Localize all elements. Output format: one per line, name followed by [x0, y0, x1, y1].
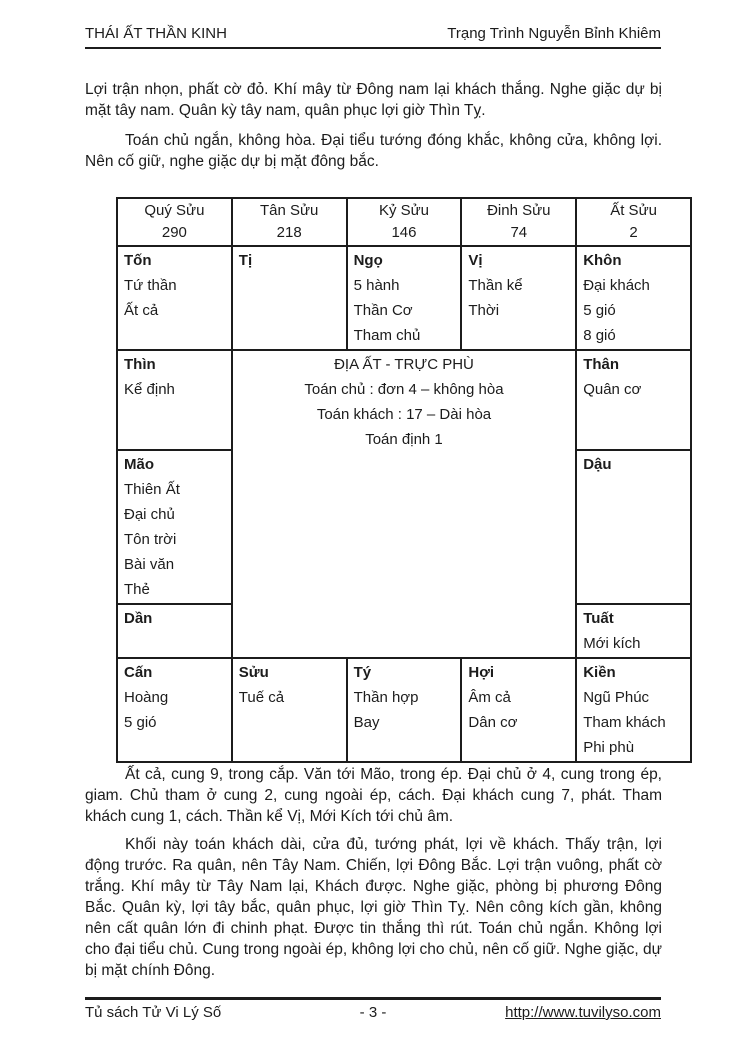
cell-line: Toán khách : 17 – Dài hòa [316, 406, 492, 423]
board-row-north [117, 658, 691, 762]
year-value: 2 [629, 224, 638, 241]
board-cell-can [117, 658, 232, 762]
board-row-thin-than [117, 350, 691, 450]
branch-label: Sửu [238, 664, 269, 681]
author-name: Trạng Trình Nguyễn Bỉnh Khiêm [447, 25, 661, 42]
cell-lines [583, 631, 684, 656]
board-cell-vi [461, 246, 576, 350]
intro-paragraph-2: Toán chủ ngắn, không hòa. Đại tiểu tướng đóng khắc, không cửa, không lợi. Nên cố giữ, nghe giặc dự bị mặt đông bắc. [85, 132, 662, 170]
cell-line: Âm cả [468, 689, 511, 706]
board-cell-thin [117, 350, 232, 450]
footer-website-link[interactable]: http://www.tuvilyso.com [505, 1004, 661, 1021]
cell-line: Tôn trời [124, 531, 177, 548]
cell-lines [239, 685, 340, 710]
cell-lines [354, 685, 455, 735]
cell-line: Tham khách [583, 714, 666, 731]
cell-lines [124, 477, 225, 602]
year-name: Tân Sửu [259, 202, 319, 219]
cell-line: Thần Cơ [353, 302, 413, 319]
cell-line: Tuế cả [238, 689, 285, 706]
cell-line: Thiên Ất [124, 481, 180, 498]
cell-line: Đại khách [583, 277, 650, 294]
branch-label: Thìn [124, 356, 156, 373]
branch-label: Khôn [583, 252, 622, 269]
branch-label: Kiền [583, 664, 616, 681]
board-cell-kien [576, 658, 691, 762]
page-footer [85, 997, 661, 1021]
cell-line: Toán chủ : đơn 4 – không hòa [304, 381, 504, 398]
branch-label: Tị [238, 252, 253, 269]
board-cell-ton [117, 246, 232, 350]
cell-lines [583, 273, 684, 348]
cell-lines [124, 377, 225, 402]
board-cell-ngo [347, 246, 462, 350]
cell-line: Dân cơ [468, 714, 518, 731]
year-value: 74 [510, 224, 528, 241]
branch-label: Vị [468, 252, 483, 269]
branch-label: Tuất [583, 610, 614, 627]
cell-line: Hoàng [124, 689, 169, 706]
footer-series-title: Tủ sách Tử Vi Lý Số [85, 1004, 222, 1021]
board-center-cell [232, 350, 576, 658]
year-cell-at-suu [576, 198, 691, 246]
cell-line: 8 gió [583, 327, 616, 344]
board-year-row [117, 198, 691, 246]
board-row-south [117, 246, 691, 350]
cell-lines [124, 273, 225, 323]
thai-at-board-table [116, 197, 692, 763]
cell-line: Thần hợp [353, 689, 419, 706]
page-header [85, 25, 661, 49]
board-cell-ty [347, 658, 462, 762]
cell-line: Thẻ [124, 581, 150, 598]
board-cell-than [576, 350, 691, 450]
book-title: THÁI ẤT THẦN KINH [85, 25, 227, 42]
branch-label: Dậu [583, 456, 612, 473]
cell-lines [354, 273, 455, 348]
branch-label: Hợi [468, 664, 495, 681]
year-name: Quý Sửu [144, 202, 205, 219]
analysis-paragraph-2: Khối này toán khách dài, cửa đủ, tướng phát, lợi về khách. Thấy trận, lợi động trước. Ra quân, nên Tây Nam. Chiến, lợi Đông Bắc. Lợi trận vuông, phất cờ trắng. Khí mây từ Tây Nam lại, Khách được. Nghe giặc, phòng bị phương Đông Bắc. Quân kỳ, lợi tây bắc, quân phục, lợi giờ Thìn Tỵ. Nên công kích gần, không nên cất quân lớn đi chinh phạt. Được tin thắng thì rút. Toán chủ ngắn. Không lợi cho đại tiểu chủ. Cung trong ngoài ép, không lợi cho chủ, nên cố giữ. Nghe giặc, dự bị mặt chính Đông. [85, 836, 662, 979]
board-cell-tuat [576, 604, 691, 658]
branch-label: Ngọ [353, 252, 383, 269]
board-cell-dau [576, 450, 691, 604]
branch-label: Dần [124, 610, 153, 627]
cell-lines [468, 685, 569, 735]
board-center-lines [239, 377, 569, 452]
cell-line: Kể định [124, 381, 175, 398]
board-cell-hoi [461, 658, 576, 762]
cell-lines [124, 685, 225, 735]
cell-line: Tham chủ [353, 327, 421, 344]
cell-line: Toán định 1 [365, 431, 443, 448]
cell-lines [583, 685, 684, 760]
branch-label: Mão [124, 456, 154, 473]
board-cell-suu [232, 658, 347, 762]
year-value: 290 [161, 224, 187, 241]
year-value: 146 [391, 224, 417, 241]
cell-line: Bài văn [124, 556, 175, 573]
cell-line: 5 hành [353, 277, 400, 294]
branch-label: Cấn [124, 664, 153, 681]
intro-paragraph-1: Lợi trận nhọn, phất cờ đỏ. Khí mây từ Đông nam lại khách thắng. Nghe giặc dự bị mặt tây nam. Quân kỳ tây nam, quân phục lợi giờ Thìn Tỵ. [85, 81, 662, 119]
cell-line: Thần kể [468, 277, 523, 294]
cell-line: Đại chủ [124, 506, 175, 523]
year-value: 218 [276, 224, 302, 241]
cell-line: Ất cả [124, 302, 159, 319]
year-cell-dinh-suu [461, 198, 576, 246]
board-cell-khon [576, 246, 691, 350]
cell-line: Thời [468, 302, 500, 319]
cell-line: Tứ thần [124, 277, 177, 294]
cell-lines [583, 377, 684, 402]
branch-label: Tốn [124, 252, 152, 269]
branch-label: Tý [353, 664, 372, 681]
analysis-paragraph-1: Ất cả, cung 9, trong cắp. Văn tới Mão, trong ép. Đại chủ ở 4, cung trong ép, giam. Chủ tham ở cung 2, cung ngoài ép, cách. Đại khách cung 7, phát. Tham khách cung 1, cách. Thần kể Vị, Mới Kích tới chủ âm. [85, 766, 662, 825]
analysis-section [85, 764, 662, 981]
page-number: - 3 - [359, 1004, 387, 1021]
cell-lines [468, 273, 569, 323]
board-cell-dan [117, 604, 232, 658]
year-name: Đinh Sửu [487, 202, 551, 219]
cell-line: Quân cơ [583, 381, 642, 398]
year-name: Kỷ Sửu [378, 202, 430, 219]
year-cell-quy-suu [117, 198, 232, 246]
cell-line: Ngũ Phúc [583, 689, 650, 706]
year-cell-tan-suu [232, 198, 347, 246]
board-cell-mao [117, 450, 232, 604]
cell-line: Bay [353, 714, 380, 731]
cell-line: Mới kích [583, 635, 641, 652]
branch-label: Thân [583, 356, 620, 373]
cell-line: Phi phù [583, 739, 635, 756]
cell-line: 5 gió [583, 302, 616, 319]
board-center-title: ĐỊA ẤT - TRỰC PHÙ [334, 356, 474, 373]
board-cell-ti [232, 246, 347, 350]
cell-line: 5 gió [124, 714, 157, 731]
year-cell-ky-suu [347, 198, 462, 246]
year-name: Ất Sửu [610, 202, 657, 219]
